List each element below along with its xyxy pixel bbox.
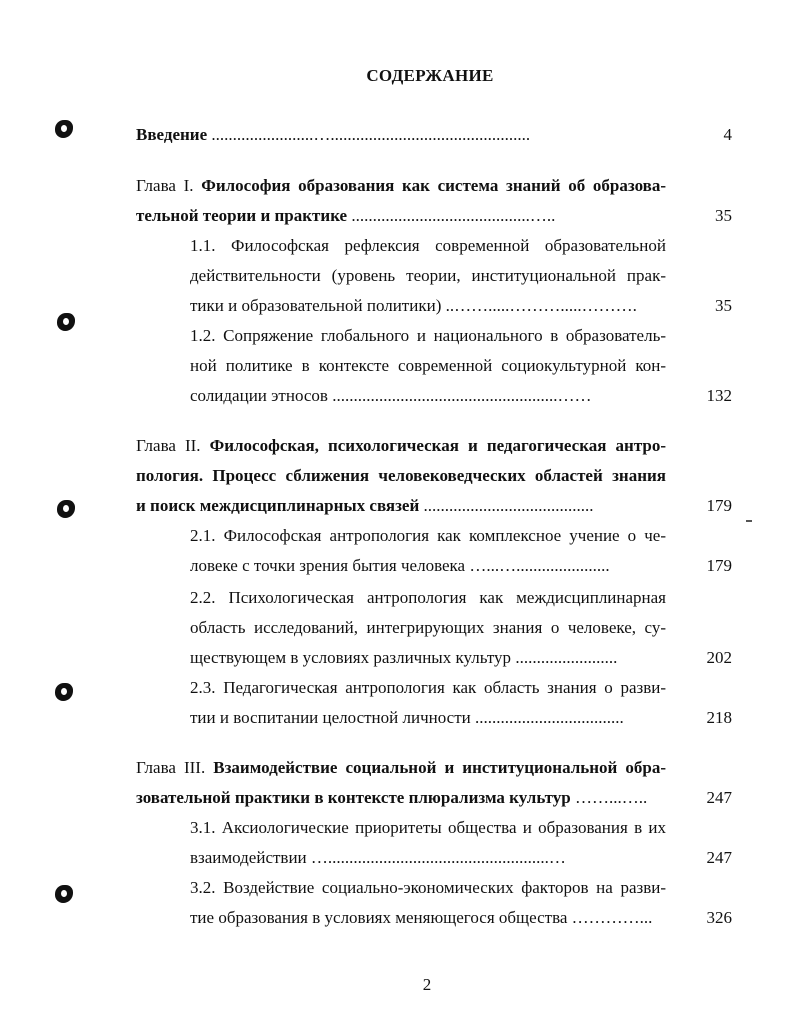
toc-section-3-1-line-2 (190, 848, 666, 870)
toc-section-3-1-line-1: 3.1. Аксиологические приоритеты общества и образования в их (190, 818, 666, 837)
toc-page-number: 202 (706, 648, 732, 667)
toc-chapter-2-line-2: пология. Процесс сближения человековедческих областей знания (136, 466, 666, 485)
toc-page-number: 179 (706, 556, 732, 575)
section-title: ловеке с точки зрения бытия человека (190, 556, 466, 575)
toc-chapter-1-line-2 (136, 206, 666, 228)
toc-entry-introduction (136, 125, 666, 147)
toc-leader-dots: …....................................................… (306, 848, 566, 867)
page-title: СОДЕРЖАНИЕ (366, 66, 494, 85)
toc-page-number: 35 (715, 296, 732, 315)
toc-page-number: 326 (706, 908, 732, 927)
toc-page-number: 132 (706, 386, 732, 405)
toc-page-number: 179 (706, 496, 732, 515)
toc-leader-dots: …...…...................... (465, 556, 610, 575)
toc-leader-dots: .....................................................…… (327, 386, 592, 405)
toc-section-2-2-line-3 (190, 648, 666, 670)
toc-page-number: 247 (706, 788, 732, 807)
toc-leader-dots: ……...….. (570, 788, 648, 807)
section-title: тие образования в условиях меняющегося общества (190, 908, 568, 927)
toc-section-1-1-line-1: 1.1. Философская рефлексия современной образовательной (190, 236, 666, 255)
toc-section-2-3-line-2 (190, 708, 666, 730)
toc-section-2-3-line-1: 2.3. Педагогическая антропология как область знания о разви- (190, 678, 666, 697)
section-title: тики и образовательной политики) (190, 296, 442, 315)
toc-leader-dots: …………... (567, 908, 653, 927)
toc-leader-dots: ........................ (511, 648, 618, 667)
toc-section-2-1-line-1: 2.1. Философская антропология как комплексное учение о че- (190, 526, 666, 545)
toc-section-2-1-line-2 (190, 556, 666, 578)
toc-section-1-2-line-3 (190, 386, 666, 408)
toc-leader-dots: ........................................ (419, 496, 594, 515)
page-number: 2 (422, 975, 432, 994)
chapter-title: и поиск междисциплинарных связей (136, 496, 420, 515)
section-title: солидации этносов (190, 386, 328, 405)
section-title: ществующем в условиях различных культур (190, 648, 512, 667)
toc-leader-dots: ........................…............................................... (207, 125, 531, 144)
chapter-title: Философия образования как система знаний об образова- (201, 176, 666, 195)
chapter-title: Взаимодействие социальной и институциональной обра- (213, 758, 667, 777)
binder-hole-decoration (55, 683, 73, 701)
toc-leader-dots: ................................... (470, 708, 624, 727)
toc-section-1-1-line-2: действительности (уровень теории, институциональной прак- (190, 266, 666, 285)
toc-page-number: 35 (715, 206, 732, 225)
toc-section-1-1-line-3 (190, 296, 666, 318)
toc-introduction-label: Введение (136, 125, 208, 144)
chapter-title: Философская, психологическая и педагогическая антро- (209, 436, 666, 455)
binder-hole-decoration (55, 885, 73, 903)
toc-chapter-3-line-1 (136, 758, 666, 780)
chapter-prefix: Глава II. (136, 436, 201, 455)
section-title: взаимодействии (190, 848, 307, 867)
chapter-prefix: Глава III. (136, 758, 206, 777)
toc-chapter-2-line-1 (136, 436, 666, 458)
toc-leader-dots: ..…….....……….....………. (441, 296, 637, 315)
toc-chapter-1-line-1 (136, 176, 666, 198)
chapter-prefix: Глава I. (136, 176, 194, 195)
toc-section-1-2-line-2: ной политике в контексте современной социокультурной кон- (190, 356, 666, 375)
chapter-title: зовательной практики в контексте плюрализма культур (136, 788, 571, 807)
chapter-title: тельной теории и практике (136, 206, 348, 225)
toc-page-number: 247 (706, 848, 732, 867)
toc-page-number: 218 (706, 708, 732, 727)
binder-hole-decoration (55, 120, 73, 138)
toc-leader-dots: ..........................................….. (347, 206, 556, 225)
section-title: тии и воспитании целостной личности (190, 708, 471, 727)
binder-hole-decoration (57, 313, 75, 331)
toc-section-1-2-line-1: 1.2. Сопряжение глобального и национального в образователь- (190, 326, 666, 345)
toc-chapter-2-line-3 (136, 496, 666, 518)
binder-hole-decoration (57, 500, 75, 518)
toc-section-2-2-line-1: 2.2. Психологическая антропология как междисциплинарная (190, 588, 666, 607)
toc-section-2-2-line-2: область исследований, интегрирующих знания о человеке, су- (190, 618, 666, 637)
toc-section-3-2-line-2 (190, 908, 666, 930)
toc-page-number: 4 (723, 125, 732, 144)
scan-speck-decoration (746, 520, 752, 522)
toc-section-3-2-line-1: 3.2. Воздействие социально-экономических факторов на разви- (190, 878, 666, 897)
toc-chapter-3-line-2 (136, 788, 666, 810)
